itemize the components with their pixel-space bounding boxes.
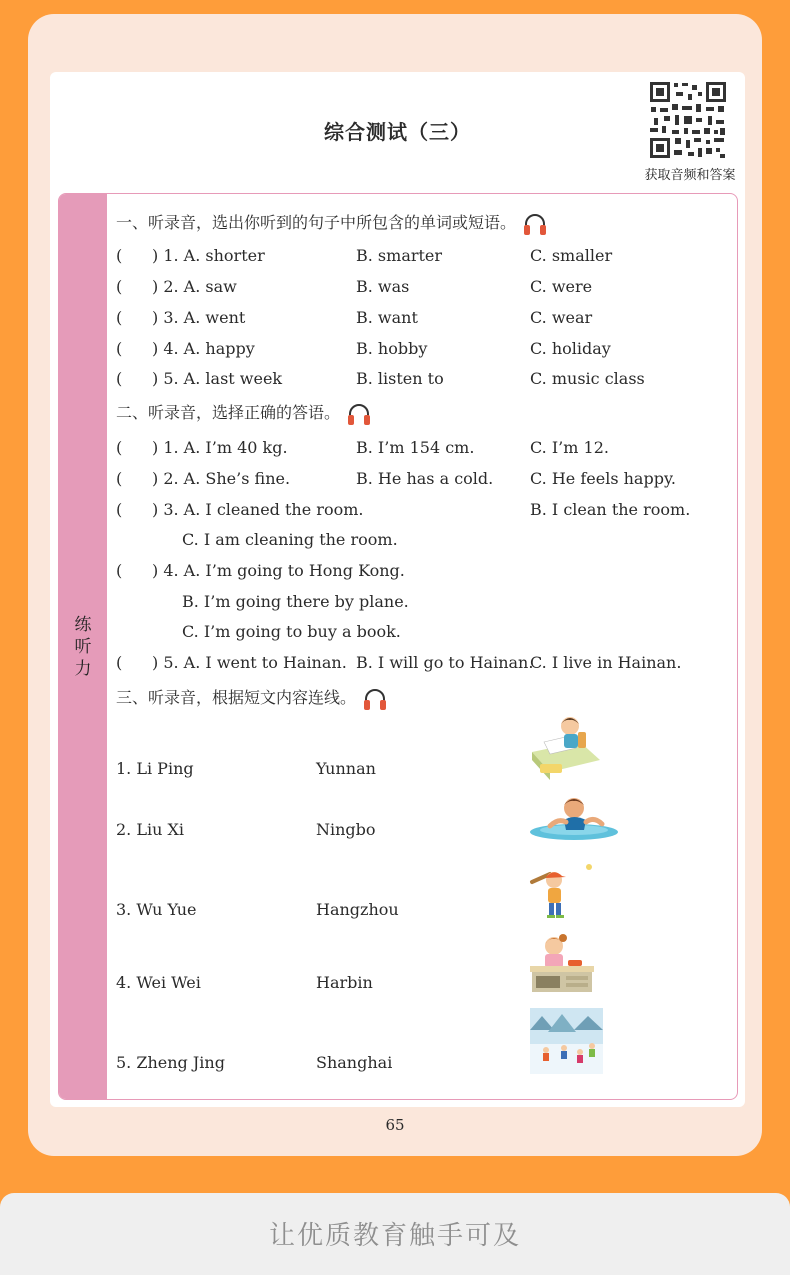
s1-q3-option-b: B. want	[356, 308, 418, 327]
s1-q2-option-b: B. was	[356, 277, 410, 296]
s2-q2-option-c: C. He feels happy.	[530, 469, 676, 488]
s2-q3-option-a: ) 3. A. I cleaned the room.	[152, 500, 364, 519]
page-title: 综合测试（三）	[324, 120, 471, 144]
s1-q1-option-b: B. smarter	[356, 246, 443, 265]
s2-q2-paren[interactable]: (	[116, 469, 123, 488]
s2-q4-option-b: B. I’m going there by plane.	[182, 592, 409, 611]
worksheet-page	[50, 72, 745, 1107]
s1-q3-option-c: C. wear	[530, 308, 593, 327]
footer-bar	[0, 1193, 790, 1275]
s1-q3-paren[interactable]: (	[116, 308, 123, 327]
match-name-2[interactable]: 2. Liu Xi	[116, 820, 184, 839]
s2-q2-option-b: B. He has a cold.	[356, 469, 494, 488]
s2-q4-option-c: C. I’m going to buy a book.	[182, 622, 401, 641]
s1-q2-option-a: ) 2. A. saw	[152, 277, 237, 296]
s2-q1-option-a: ) 1. A. I’m 40 kg.	[152, 438, 288, 457]
qr-code-icon[interactable]	[648, 80, 728, 160]
s1-q5-paren[interactable]: (	[116, 369, 123, 388]
s2-q4-option-a: ) 4. A. I’m going to Hong Kong.	[152, 561, 405, 580]
match-name-4[interactable]: 4. Wei Wei	[116, 973, 201, 992]
match-name-5[interactable]: 5. Zheng Jing	[116, 1053, 225, 1072]
s1-q2-option-c: C. were	[530, 277, 593, 296]
match-city-1[interactable]: Yunnan	[316, 759, 376, 778]
s2-q1-option-c: C. I’m 12.	[530, 438, 609, 457]
s2-q5-paren[interactable]: (	[116, 653, 123, 672]
s2-q3-option-b: B. I clean the room.	[530, 500, 691, 519]
s1-q1-option-a: ) 1. A. shorter	[152, 246, 265, 265]
s2-q1-paren[interactable]: (	[116, 438, 123, 457]
s1-q1-option-c: C. smaller	[530, 246, 613, 265]
match-city-5[interactable]: Shanghai	[316, 1053, 393, 1072]
s1-q4-paren[interactable]: (	[116, 339, 123, 358]
match-name-1[interactable]: 1. Li Ping	[116, 759, 194, 778]
s1-q5-option-b: B. listen to	[356, 369, 444, 388]
footer-slogan: 让优质教育触手可及	[268, 1221, 521, 1251]
match-city-2[interactable]: Ningbo	[316, 820, 376, 839]
s2-q5-option-c: C. I live in Hainan.	[530, 653, 682, 672]
page-number: 65	[385, 1116, 405, 1134]
s2-q4-paren[interactable]: (	[116, 561, 123, 580]
section1-heading: 一、听录音，选出你听到的句子中所包含的单词或短语。	[116, 210, 548, 236]
match-city-3[interactable]: Hangzhou	[316, 900, 399, 919]
s1-q2-paren[interactable]: (	[116, 277, 123, 296]
s1-q5-option-c: C. music class	[530, 369, 645, 388]
match-city-4[interactable]: Harbin	[316, 973, 373, 992]
exercise-frame	[58, 193, 738, 1100]
s1-q3-option-a: ) 3. A. went	[152, 308, 246, 327]
s2-q3-paren[interactable]: (	[116, 500, 123, 519]
s1-q5-option-a: ) 5. A. last week	[152, 369, 283, 388]
section3-heading: 三、听录音，根据短文内容连线。	[116, 685, 388, 711]
s2-q5-option-a: ) 5. A. I went to Hainan.	[152, 653, 347, 672]
s2-q2-option-a: ) 2. A. She’s fine.	[152, 469, 291, 488]
side-label: 练听力	[74, 615, 92, 679]
qr-caption: 获取音频和答案	[644, 168, 736, 183]
s1-q4-option-a: ) 4. A. happy	[152, 339, 255, 358]
s1-q4-option-b: B. hobby	[356, 339, 428, 358]
s2-q1-option-b: B. I’m 154 cm.	[356, 438, 475, 457]
s1-q1-paren[interactable]: (	[116, 246, 123, 265]
section2-heading: 二、听录音，选择正确的答语。	[116, 400, 372, 426]
s2-q3-option-c: C. I am cleaning the room.	[182, 530, 398, 549]
s1-q4-option-c: C. holiday	[530, 339, 611, 358]
s2-q5-option-b: B. I will go to Hainan.	[356, 653, 534, 672]
match-name-3[interactable]: 3. Wu Yue	[116, 900, 197, 919]
